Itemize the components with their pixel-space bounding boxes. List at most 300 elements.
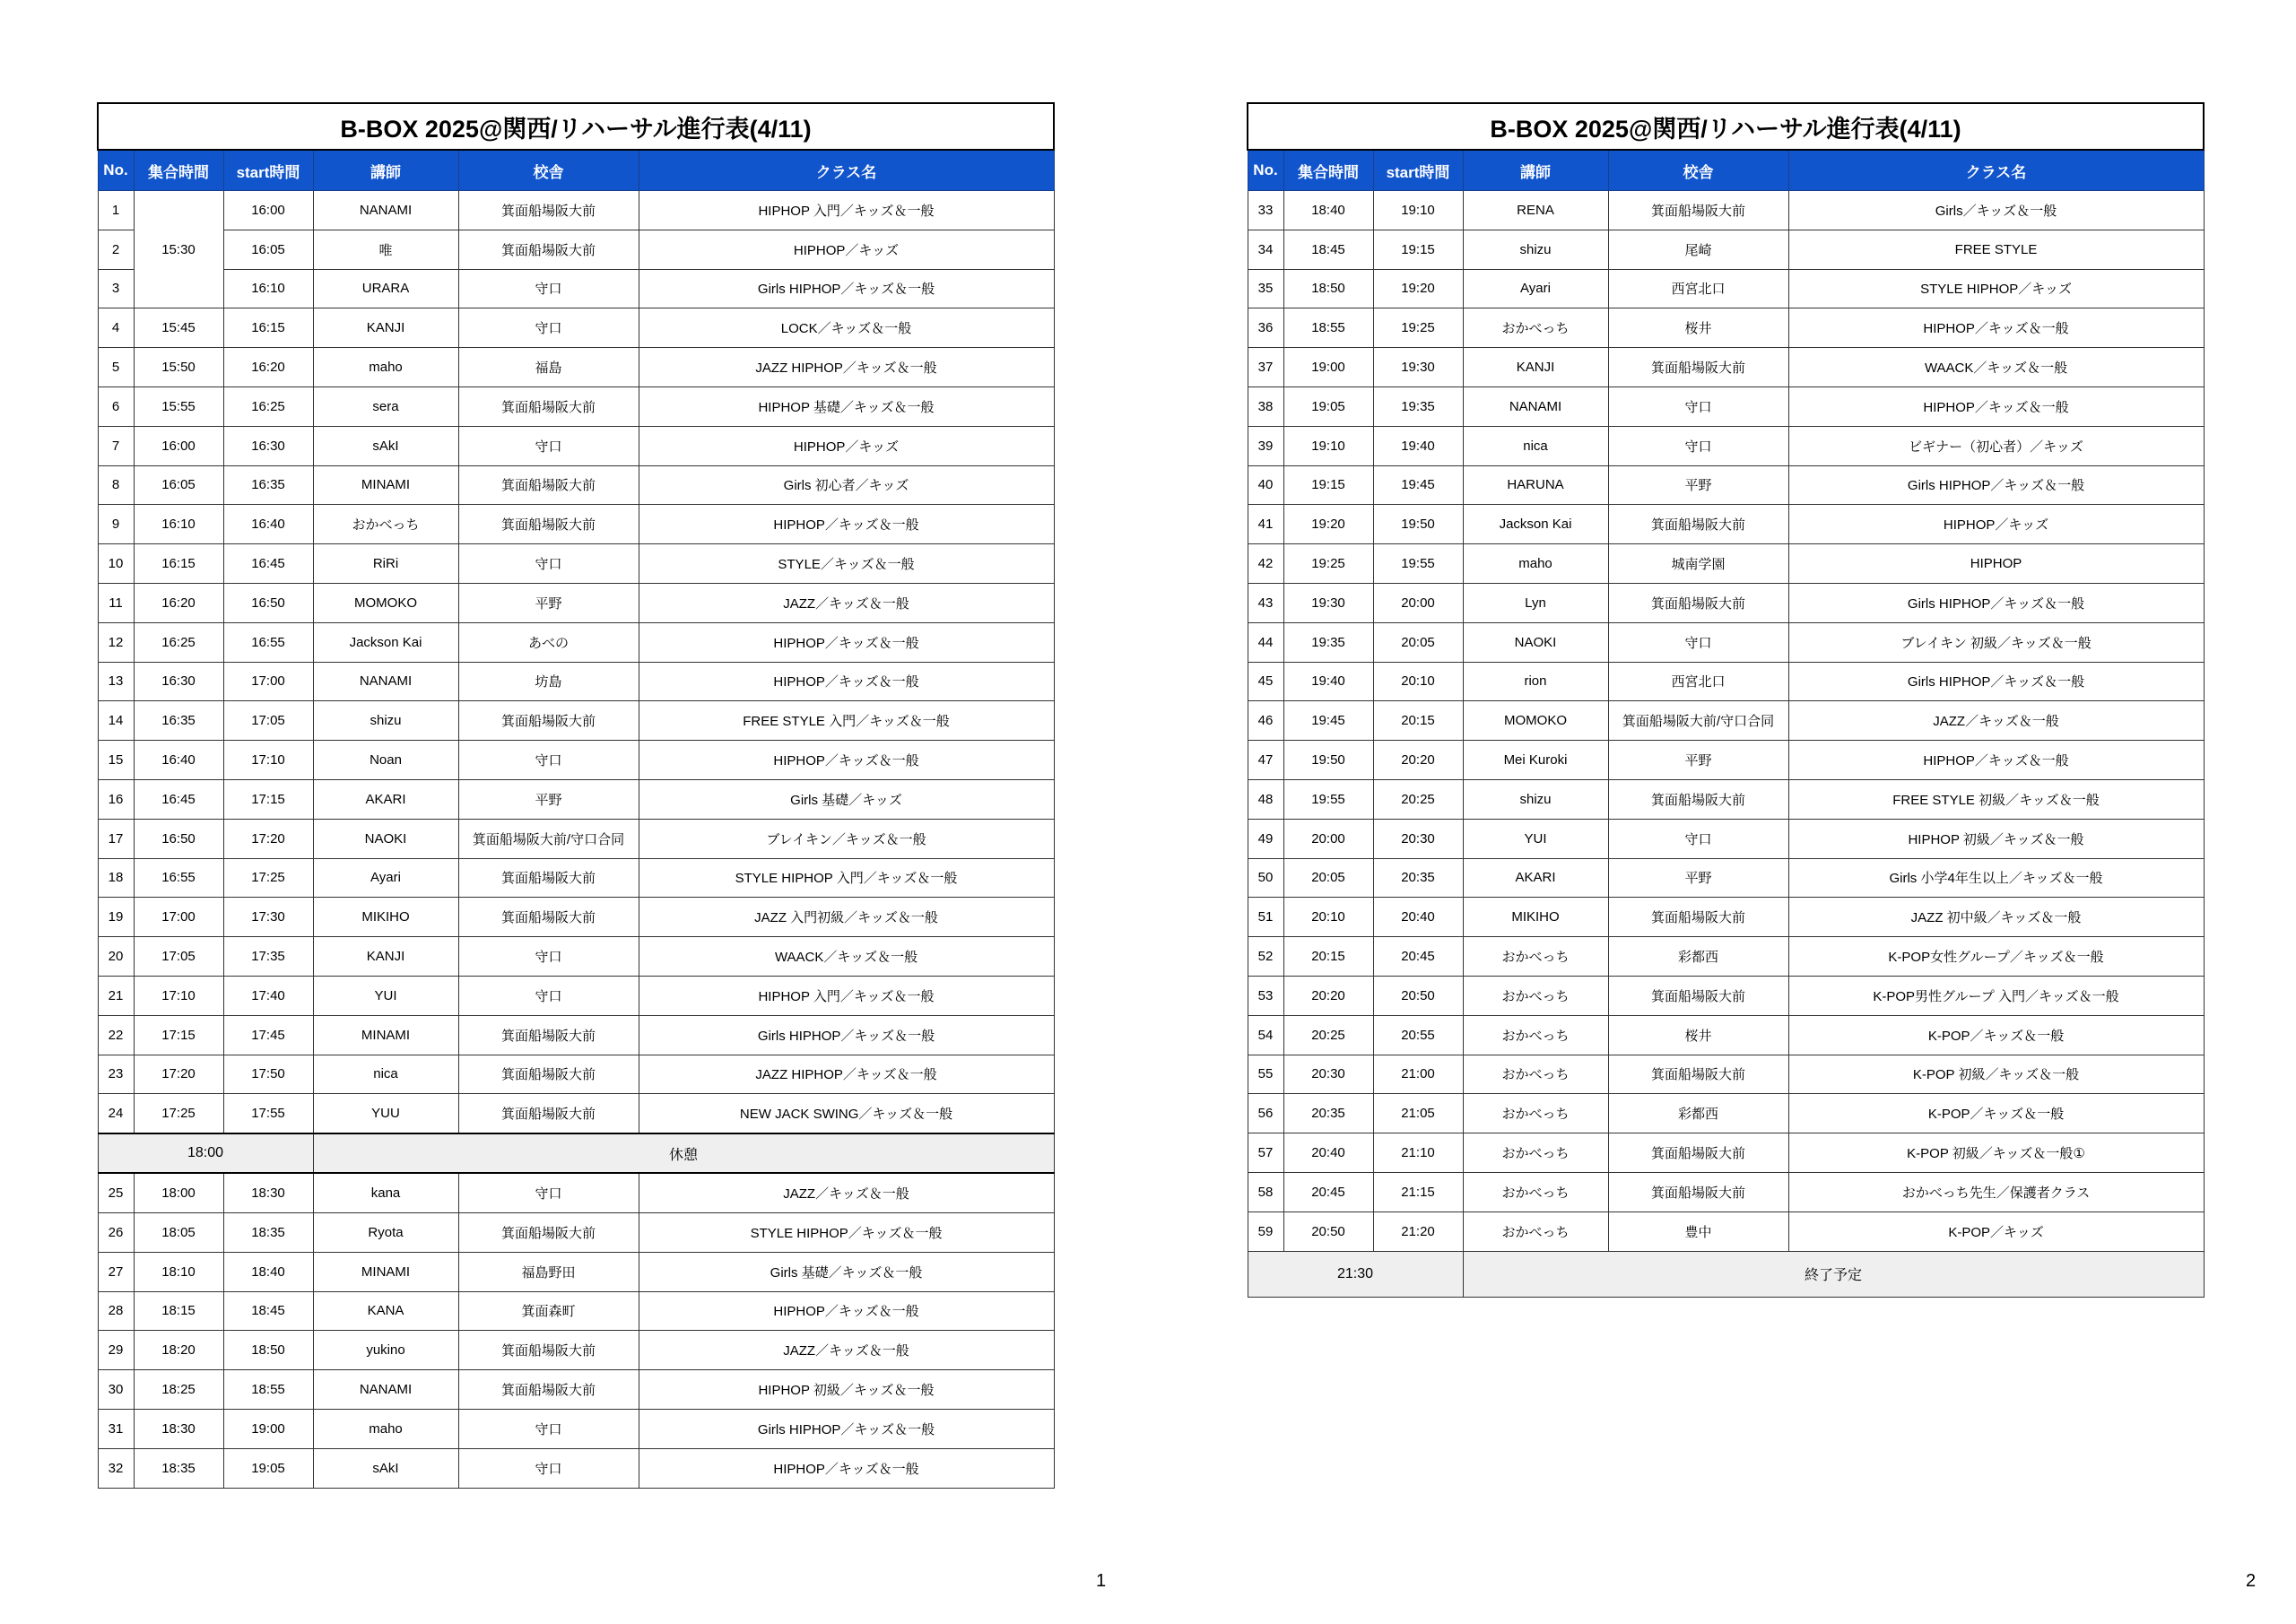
cell-row-no: 38 [1248, 386, 1283, 426]
header-instructor: 講師 [313, 150, 458, 191]
table-row [98, 1094, 1054, 1133]
cell-gather-time: 18:20 [134, 1331, 223, 1370]
break-time: 18:00 [98, 1133, 313, 1173]
cell-row-no: 25 [98, 1173, 134, 1212]
cell-start-time: 17:50 [223, 1055, 313, 1094]
cell-class-name: ブレイキン 初級／キッズ＆一般 [1788, 622, 2204, 662]
header-start-time: start時間 [223, 150, 313, 191]
cell-gather-time: 18:55 [1283, 308, 1373, 348]
cell-row-no: 31 [98, 1409, 134, 1448]
cell-start-time: 16:05 [223, 230, 313, 269]
cell-start-time: 16:50 [223, 583, 313, 622]
cell-gather-time: 19:55 [1283, 779, 1373, 819]
header-gather-time: 集合時間 [1283, 150, 1373, 191]
cell-row-no: 17 [98, 819, 134, 858]
cell-gather-time: 20:25 [1283, 1015, 1373, 1055]
cell-class-name: おかべっち先生／保護者クラス [1788, 1172, 2204, 1211]
cell-instructor: nica [1463, 426, 1608, 465]
cell-start-time: 19:35 [1373, 386, 1463, 426]
cell-instructor: MINAMI [313, 1015, 458, 1055]
cell-row-no: 12 [98, 622, 134, 662]
cell-start-time: 16:25 [223, 386, 313, 426]
cell-gather-time: 17:00 [134, 898, 223, 937]
cell-school: 箕面船場阪大前 [1608, 898, 1788, 937]
table-title: B-BOX 2025@関西/リハーサル進行表(4/11) [98, 103, 1054, 150]
table-row [1248, 1211, 2204, 1251]
cell-school: 彩都西 [1608, 937, 1788, 977]
cell-row-no: 32 [98, 1448, 134, 1488]
cell-gather-time: 15:45 [134, 308, 223, 348]
cell-instructor: おかべっち [1463, 976, 1608, 1015]
cell-class-name: HIPHOP／キッズ [639, 426, 1054, 465]
cell-class-name: HIPHOP／キッズ＆一般 [1788, 308, 2204, 348]
cell-school: あべの [458, 622, 639, 662]
page-number: 1 [1096, 1571, 1107, 1591]
cell-class-name: FREE STYLE 入門／キッズ＆一般 [639, 701, 1054, 741]
cell-start-time: 16:55 [223, 622, 313, 662]
cell-instructor: HARUNA [1463, 465, 1608, 505]
table-row [98, 1212, 1054, 1252]
cell-start-time: 17:40 [223, 976, 313, 1015]
cell-row-no: 4 [98, 308, 134, 348]
cell-instructor: sAkI [313, 426, 458, 465]
table-row [98, 348, 1054, 387]
cell-instructor: NANAMI [313, 1370, 458, 1410]
cell-gather-time: 15:55 [134, 386, 223, 426]
table-row [98, 426, 1054, 465]
cell-instructor: おかべっち [1463, 937, 1608, 977]
cell-gather-time: 17:15 [134, 1015, 223, 1055]
header-instructor: 講師 [1463, 150, 1608, 191]
end-label: 終了予定 [1463, 1251, 2204, 1297]
cell-row-no: 37 [1248, 348, 1283, 387]
cell-gather-time: 18:25 [134, 1370, 223, 1410]
cell-start-time: 19:40 [1373, 426, 1463, 465]
table-row [98, 937, 1054, 977]
table-row [98, 976, 1054, 1015]
cell-gather-time: 19:30 [1283, 583, 1373, 622]
cell-start-time: 20:25 [1373, 779, 1463, 819]
table-row [98, 1331, 1054, 1370]
cell-class-name: HIPHOP／キッズ＆一般 [639, 1291, 1054, 1331]
table-row [1248, 426, 2204, 465]
cell-instructor: おかべっち [313, 505, 458, 544]
cell-gather-time: 18:15 [134, 1291, 223, 1331]
cell-school: 箕面船場阪大前 [1608, 1055, 1788, 1094]
cell-instructor: おかべっち [1463, 1172, 1608, 1211]
cell-gather-time: 19:05 [1283, 386, 1373, 426]
cell-class-name: JAZZ／キッズ＆一般 [639, 1331, 1054, 1370]
cell-row-no: 14 [98, 701, 134, 741]
cell-class-name: JAZZ 入門初級／キッズ＆一般 [639, 898, 1054, 937]
cell-instructor: NAOKI [1463, 622, 1608, 662]
cell-class-name: Girls 基礎／キッズ [639, 779, 1054, 819]
cell-start-time: 20:10 [1373, 662, 1463, 701]
cell-row-no: 51 [1248, 898, 1283, 937]
cell-row-no: 59 [1248, 1211, 1283, 1251]
cell-start-time: 17:10 [223, 741, 313, 780]
cell-row-no: 35 [1248, 269, 1283, 308]
cell-start-time: 21:05 [1373, 1094, 1463, 1133]
cell-row-no: 33 [1248, 191, 1283, 230]
cell-gather-time: 20:30 [1283, 1055, 1373, 1094]
cell-school: 箕面船場阪大前 [458, 1331, 639, 1370]
cell-school: 守口 [458, 937, 639, 977]
cell-row-no: 11 [98, 583, 134, 622]
cell-gather-time: 19:40 [1283, 662, 1373, 701]
cell-school: 箕面船場阪大前 [458, 230, 639, 269]
cell-gather-time: 20:00 [1283, 819, 1373, 858]
cell-row-no: 53 [1248, 976, 1283, 1015]
end-row [1248, 1251, 2204, 1297]
page-number: 2 [2246, 1571, 2257, 1591]
cell-row-no: 47 [1248, 741, 1283, 780]
cell-start-time: 17:15 [223, 779, 313, 819]
table-row [98, 1252, 1054, 1291]
cell-class-name: ブレイキン／キッズ＆一般 [639, 819, 1054, 858]
cell-instructor: Jackson Kai [313, 622, 458, 662]
cell-start-time: 19:45 [1373, 465, 1463, 505]
table-row [98, 701, 1054, 741]
table-row [1248, 858, 2204, 898]
cell-start-time: 16:10 [223, 269, 313, 308]
cell-instructor: MINAMI [313, 1252, 458, 1291]
cell-gather-time: 19:10 [1283, 426, 1373, 465]
cell-class-name: FREE STYLE 初級／キッズ＆一般 [1788, 779, 2204, 819]
cell-instructor: 唯 [313, 230, 458, 269]
cell-gather-time: 16:45 [134, 779, 223, 819]
cell-school: 箕面船場阪大前 [1608, 348, 1788, 387]
cell-school: 平野 [1608, 465, 1788, 505]
cell-start-time: 19:25 [1373, 308, 1463, 348]
cell-instructor: AKARI [313, 779, 458, 819]
cell-school: 箕面船場阪大前 [458, 1094, 639, 1133]
cell-class-name: NEW JACK SWING／キッズ＆一般 [639, 1094, 1054, 1133]
cell-class-name: HIPHOP／キッズ＆一般 [639, 741, 1054, 780]
cell-school: 箕面船場阪大前 [1608, 1133, 1788, 1173]
cell-start-time: 17:45 [223, 1015, 313, 1055]
cell-instructor: おかべっち [1463, 1015, 1608, 1055]
cell-row-no: 54 [1248, 1015, 1283, 1055]
cell-start-time: 21:10 [1373, 1133, 1463, 1173]
table-row [1248, 622, 2204, 662]
cell-class-name: HIPHOP／キッズ＆一般 [639, 505, 1054, 544]
cell-row-no: 40 [1248, 465, 1283, 505]
cell-instructor: Ayari [313, 858, 458, 898]
table-row [98, 898, 1054, 937]
cell-start-time: 18:40 [223, 1252, 313, 1291]
table-row [1248, 308, 2204, 348]
cell-class-name: HIPHOP／キッズ [1788, 505, 2204, 544]
table-row [1248, 779, 2204, 819]
cell-school: 箕面船場阪大前 [1608, 976, 1788, 1015]
cell-instructor: shizu [1463, 230, 1608, 269]
cell-start-time: 20:50 [1373, 976, 1463, 1015]
cell-gather-time: 18:45 [1283, 230, 1373, 269]
cell-class-name: WAACK／キッズ＆一般 [639, 937, 1054, 977]
cell-gather-time: 18:35 [134, 1448, 223, 1488]
cell-class-name: Girls HIPHOP／キッズ＆一般 [1788, 662, 2204, 701]
table-row [98, 465, 1054, 505]
cell-gather-time: 15:50 [134, 348, 223, 387]
cell-instructor: rion [1463, 662, 1608, 701]
cell-instructor: NAOKI [313, 819, 458, 858]
cell-gather-time: 16:50 [134, 819, 223, 858]
table-row [98, 1370, 1054, 1410]
cell-instructor: MOMOKO [1463, 701, 1608, 741]
cell-class-name: HIPHOP／キッズ＆一般 [639, 662, 1054, 701]
cell-gather-time: 19:20 [1283, 505, 1373, 544]
cell-row-no: 44 [1248, 622, 1283, 662]
cell-start-time: 17:00 [223, 662, 313, 701]
cell-instructor: YUI [313, 976, 458, 1015]
table-row [1248, 583, 2204, 622]
cell-row-no: 50 [1248, 858, 1283, 898]
cell-start-time: 18:50 [223, 1331, 313, 1370]
table-row [1248, 505, 2204, 544]
cell-row-no: 56 [1248, 1094, 1283, 1133]
table-row [1248, 1133, 2204, 1173]
header-gather-time: 集合時間 [134, 150, 223, 191]
cell-instructor: nica [313, 1055, 458, 1094]
table-row [98, 230, 1054, 269]
table-row [98, 1015, 1054, 1055]
cell-start-time: 18:55 [223, 1370, 313, 1410]
cell-row-no: 13 [98, 662, 134, 701]
cell-start-time: 18:45 [223, 1291, 313, 1331]
cell-instructor: RiRi [313, 544, 458, 584]
cell-instructor: maho [313, 1409, 458, 1448]
cell-class-name: STYLE HIPHOP 入門／キッズ＆一般 [639, 858, 1054, 898]
cell-class-name: Girls HIPHOP／キッズ＆一般 [639, 269, 1054, 308]
cell-school: 箕面船場阪大前 [1608, 1172, 1788, 1211]
cell-start-time: 19:05 [223, 1448, 313, 1488]
cell-gather-time: 20:10 [1283, 898, 1373, 937]
cell-school: 守口 [458, 1173, 639, 1212]
table-row [1248, 1094, 2204, 1133]
cell-row-no: 19 [98, 898, 134, 937]
cell-gather-time: 20:50 [1283, 1211, 1373, 1251]
cell-class-name: FREE STYLE [1788, 230, 2204, 269]
cell-school: 箕面船場阪大前 [458, 898, 639, 937]
header-school: 校舎 [458, 150, 639, 191]
cell-school: 平野 [458, 779, 639, 819]
table-row [98, 544, 1054, 584]
cell-start-time: 20:05 [1373, 622, 1463, 662]
table-row [98, 1291, 1054, 1331]
cell-instructor: Ryota [313, 1212, 458, 1252]
cell-row-no: 36 [1248, 308, 1283, 348]
cell-class-name: HIPHOP 入門／キッズ＆一般 [639, 976, 1054, 1015]
cell-start-time: 19:15 [1373, 230, 1463, 269]
cell-school: 箕面船場阪大前 [458, 1370, 639, 1410]
cell-instructor: KANA [313, 1291, 458, 1331]
cell-instructor: KANJI [313, 308, 458, 348]
cell-instructor: YUI [1463, 819, 1608, 858]
cell-instructor: Lyn [1463, 583, 1608, 622]
cell-start-time: 19:55 [1373, 544, 1463, 584]
header-row-no: No. [98, 150, 134, 191]
cell-gather-time: 17:25 [134, 1094, 223, 1133]
cell-class-name: JAZZ／キッズ＆一般 [1788, 701, 2204, 741]
cell-school: 守口 [1608, 426, 1788, 465]
cell-start-time: 16:30 [223, 426, 313, 465]
cell-class-name: Girls／キッズ＆一般 [1788, 191, 2204, 230]
cell-gather-time: 20:40 [1283, 1133, 1373, 1173]
cell-instructor: MINAMI [313, 465, 458, 505]
table-row [98, 622, 1054, 662]
cell-school: 西宮北口 [1608, 269, 1788, 308]
cell-start-time: 17:30 [223, 898, 313, 937]
cell-instructor: Ayari [1463, 269, 1608, 308]
table-row [1248, 976, 2204, 1015]
table-row [1248, 544, 2204, 584]
cell-school: 箕面森町 [458, 1291, 639, 1331]
cell-instructor: MIKIHO [1463, 898, 1608, 937]
table-row [1248, 937, 2204, 977]
cell-class-name: HIPHOP 基礎／キッズ＆一般 [639, 386, 1054, 426]
cell-class-name: HIPHOP／キッズ＆一般 [639, 1448, 1054, 1488]
table-row [1248, 1015, 2204, 1055]
cell-row-no: 16 [98, 779, 134, 819]
cell-row-no: 46 [1248, 701, 1283, 741]
cell-school: 城南学園 [1608, 544, 1788, 584]
cell-class-name: STYLE／キッズ＆一般 [639, 544, 1054, 584]
cell-start-time: 17:25 [223, 858, 313, 898]
cell-start-time: 20:00 [1373, 583, 1463, 622]
cell-gather-time: 20:35 [1283, 1094, 1373, 1133]
cell-class-name: HIPHOP／キッズ＆一般 [1788, 741, 2204, 780]
cell-instructor: sera [313, 386, 458, 426]
cell-class-name: JAZZ HIPHOP／キッズ＆一般 [639, 1055, 1054, 1094]
cell-start-time: 21:15 [1373, 1172, 1463, 1211]
cell-school: 守口 [1608, 386, 1788, 426]
cell-row-no: 57 [1248, 1133, 1283, 1173]
cell-gather-time: 20:05 [1283, 858, 1373, 898]
cell-row-no: 26 [98, 1212, 134, 1252]
cell-instructor: RENA [1463, 191, 1608, 230]
cell-row-no: 58 [1248, 1172, 1283, 1211]
cell-gather-time: 19:15 [1283, 465, 1373, 505]
cell-row-no: 3 [98, 269, 134, 308]
cell-school: 守口 [458, 741, 639, 780]
cell-class-name: HIPHOP [1788, 544, 2204, 584]
cell-class-name: JAZZ 初中級／キッズ＆一般 [1788, 898, 2204, 937]
cell-instructor: kana [313, 1173, 458, 1212]
cell-instructor: shizu [313, 701, 458, 741]
schedule-table-page-2 [1247, 102, 2205, 1298]
cell-class-name: Girls HIPHOP／キッズ＆一般 [639, 1015, 1054, 1055]
table-row [98, 191, 1054, 230]
cell-class-name: HIPHOP／キッズ＆一般 [639, 622, 1054, 662]
cell-row-no: 24 [98, 1094, 134, 1133]
table-row [1248, 819, 2204, 858]
cell-row-no: 39 [1248, 426, 1283, 465]
table-row [98, 662, 1054, 701]
cell-instructor: AKARI [1463, 858, 1608, 898]
cell-school: 福島 [458, 348, 639, 387]
cell-start-time: 20:20 [1373, 741, 1463, 780]
cell-gather-time: 16:10 [134, 505, 223, 544]
cell-class-name: Girls HIPHOP／キッズ＆一般 [639, 1409, 1054, 1448]
cell-class-name: Girls 小学4年生以上／キッズ＆一般 [1788, 858, 2204, 898]
table-row [1248, 741, 2204, 780]
cell-row-no: 8 [98, 465, 134, 505]
cell-start-time: 19:20 [1373, 269, 1463, 308]
cell-gather-time: 16:30 [134, 662, 223, 701]
cell-gather-time: 18:30 [134, 1409, 223, 1448]
cell-instructor: maho [1463, 544, 1608, 584]
cell-class-name: Girls HIPHOP／キッズ＆一般 [1788, 583, 2204, 622]
cell-start-time: 16:40 [223, 505, 313, 544]
cell-row-no: 28 [98, 1291, 134, 1331]
cell-gather-time: 20:45 [1283, 1172, 1373, 1211]
header-school: 校舎 [1608, 150, 1788, 191]
cell-start-time: 16:00 [223, 191, 313, 230]
cell-instructor: KANJI [313, 937, 458, 977]
cell-start-time: 19:50 [1373, 505, 1463, 544]
cell-school: 平野 [1608, 741, 1788, 780]
header-start-time: start時間 [1373, 150, 1463, 191]
cell-instructor: MOMOKO [313, 583, 458, 622]
cell-school: 箕面船場阪大前 [1608, 583, 1788, 622]
cell-gather-time: 17:05 [134, 937, 223, 977]
cell-class-name: K-POP／キッズ＆一般 [1788, 1015, 2204, 1055]
table-row [1248, 701, 2204, 741]
cell-gather-time: 19:45 [1283, 701, 1373, 741]
cell-row-no: 41 [1248, 505, 1283, 544]
cell-school: 守口 [458, 544, 639, 584]
cell-instructor: NANAMI [1463, 386, 1608, 426]
cell-gather-time: 18:50 [1283, 269, 1373, 308]
table-row [98, 583, 1054, 622]
header-row-no: No. [1248, 150, 1283, 191]
header-class-name: クラス名 [639, 150, 1054, 191]
cell-row-no: 9 [98, 505, 134, 544]
cell-start-time: 16:20 [223, 348, 313, 387]
table-row [98, 779, 1054, 819]
cell-gather-time: 16:55 [134, 858, 223, 898]
table-row [1248, 269, 2204, 308]
cell-school: 尾崎 [1608, 230, 1788, 269]
cell-row-no: 42 [1248, 544, 1283, 584]
table-row [98, 1173, 1054, 1212]
cell-gather-time: 18:00 [134, 1173, 223, 1212]
cell-instructor: NANAMI [313, 662, 458, 701]
cell-start-time: 16:35 [223, 465, 313, 505]
cell-gather-time: 16:00 [134, 426, 223, 465]
cell-gather-time: 17:10 [134, 976, 223, 1015]
cell-start-time: 20:45 [1373, 937, 1463, 977]
cell-school: 桜井 [1608, 1015, 1788, 1055]
table-row [1248, 898, 2204, 937]
cell-school: 箕面船場阪大前 [1608, 191, 1788, 230]
cell-gather-time: 18:05 [134, 1212, 223, 1252]
cell-class-name: Girls 初心者／キッズ [639, 465, 1054, 505]
cell-school: 守口 [458, 1409, 639, 1448]
cell-class-name: STYLE HIPHOP／キッズ＆一般 [639, 1212, 1054, 1252]
cell-class-name: K-POP 初級／キッズ＆一般① [1788, 1133, 2204, 1173]
cell-instructor: maho [313, 348, 458, 387]
cell-gather-time: 17:20 [134, 1055, 223, 1094]
cell-start-time: 20:35 [1373, 858, 1463, 898]
cell-class-name: Girls 基礎／キッズ＆一般 [639, 1252, 1054, 1291]
cell-gather-time: 19:00 [1283, 348, 1373, 387]
cell-row-no: 30 [98, 1370, 134, 1410]
cell-class-name: WAACK／キッズ＆一般 [1788, 348, 2204, 387]
cell-row-no: 48 [1248, 779, 1283, 819]
cell-gather-time: 20:20 [1283, 976, 1373, 1015]
